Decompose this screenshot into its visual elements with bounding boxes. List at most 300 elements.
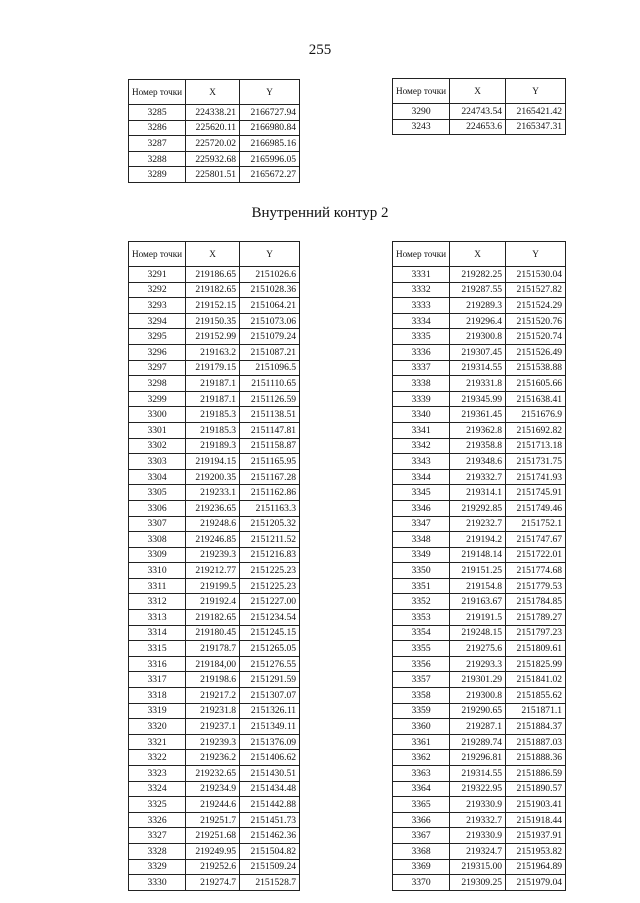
- x-coordinate-cell: 219345.99: [450, 391, 506, 407]
- y-coordinate-cell: 2151953.82: [506, 843, 566, 859]
- section-title: Внутренний контур 2: [251, 205, 389, 221]
- y-coordinate-cell: 2151918.44: [506, 812, 566, 828]
- y-coordinate-cell: 2151520.76: [506, 313, 566, 329]
- coordinates-table-1: [128, 79, 300, 183]
- table-row: [393, 563, 566, 579]
- table-row: [393, 119, 566, 135]
- x-coordinate-cell: 219152.15: [186, 298, 240, 314]
- y-coordinate-cell: 2151797.23: [506, 625, 566, 641]
- table-row: [393, 812, 566, 828]
- y-coordinate-cell: 2151326.11: [240, 703, 300, 719]
- table-row: [129, 407, 300, 423]
- coordinates-table-2: [392, 78, 566, 135]
- table-row: [393, 843, 566, 859]
- x-coordinate-cell: 219330.9: [450, 828, 506, 844]
- point-number-cell: 3296: [129, 344, 186, 360]
- y-coordinate-cell: 2151087.21: [240, 344, 300, 360]
- table-row: [129, 344, 300, 360]
- table-row: [129, 105, 300, 121]
- table-row: [129, 167, 300, 183]
- header-point-number: Номер точки: [393, 79, 450, 104]
- table-row: [129, 454, 300, 470]
- y-coordinate-cell: 2151890.57: [506, 781, 566, 797]
- point-number-cell: 3367: [393, 828, 450, 844]
- x-coordinate-cell: 219300.8: [450, 688, 506, 704]
- x-coordinate-cell: 219163.2: [186, 344, 240, 360]
- point-number-cell: 3353: [393, 610, 450, 626]
- x-coordinate-cell: 219314.55: [450, 766, 506, 782]
- point-number-cell: 3332: [393, 282, 450, 298]
- table-row: [129, 656, 300, 672]
- x-coordinate-cell: 219251.68: [186, 828, 240, 844]
- table-row: [393, 734, 566, 750]
- x-coordinate-cell: 219233.1: [186, 485, 240, 501]
- y-coordinate-cell: 2151509.24: [240, 859, 300, 875]
- point-number-cell: 3370: [393, 875, 450, 891]
- point-number-cell: 3339: [393, 391, 450, 407]
- table-row: [129, 875, 300, 891]
- x-coordinate-cell: 219244.6: [186, 797, 240, 813]
- point-number-cell: 3340: [393, 407, 450, 423]
- x-coordinate-cell: 219150.35: [186, 313, 240, 329]
- page-number: 255: [308, 42, 332, 58]
- point-number-cell: 3315: [129, 641, 186, 657]
- y-coordinate-cell: 2151234.54: [240, 610, 300, 626]
- point-number-cell: 3325: [129, 797, 186, 813]
- point-number-cell: 3341: [393, 422, 450, 438]
- x-coordinate-cell: 225932.68: [186, 151, 240, 167]
- x-coordinate-cell: 219217.2: [186, 688, 240, 704]
- x-coordinate-cell: 219251.7: [186, 812, 240, 828]
- y-coordinate-cell: 2151745.91: [506, 485, 566, 501]
- table-row: [393, 594, 566, 610]
- y-coordinate-cell: 2151211.52: [240, 532, 300, 548]
- x-coordinate-cell: 219185.3: [186, 422, 240, 438]
- table-row: [129, 688, 300, 704]
- x-coordinate-cell: 219314.55: [450, 360, 506, 376]
- y-coordinate-cell: 2165996.05: [240, 151, 300, 167]
- x-coordinate-cell: 219236.65: [186, 500, 240, 516]
- x-coordinate-cell: 219151.25: [450, 563, 506, 579]
- table-row: [129, 578, 300, 594]
- y-coordinate-cell: 2151167.28: [240, 469, 300, 485]
- table-row: [129, 298, 300, 314]
- y-coordinate-cell: 2151079.24: [240, 329, 300, 345]
- point-number-cell: 3300: [129, 407, 186, 423]
- table-row: [129, 422, 300, 438]
- y-coordinate-cell: 2151528.7: [240, 875, 300, 891]
- point-number-cell: 3328: [129, 843, 186, 859]
- x-coordinate-cell: 219309.25: [450, 875, 506, 891]
- table-row: [393, 641, 566, 657]
- table-row: [129, 828, 300, 844]
- y-coordinate-cell: 2151676.9: [506, 407, 566, 423]
- table-row: [393, 703, 566, 719]
- point-number-cell: 3295: [129, 329, 186, 345]
- x-coordinate-cell: 219199.5: [186, 578, 240, 594]
- y-coordinate-cell: 2151073.06: [240, 313, 300, 329]
- table-row: [129, 267, 300, 283]
- x-coordinate-cell: 219348.6: [450, 454, 506, 470]
- x-coordinate-cell: 224338.21: [186, 105, 240, 121]
- x-coordinate-cell: 219301.29: [450, 672, 506, 688]
- table-row: [393, 267, 566, 283]
- table-row: [393, 719, 566, 735]
- point-number-cell: 3342: [393, 438, 450, 454]
- x-coordinate-cell: 219274.7: [186, 875, 240, 891]
- y-coordinate-cell: 2166985.16: [240, 136, 300, 152]
- x-coordinate-cell: 219246.85: [186, 532, 240, 548]
- y-coordinate-cell: 2151524.29: [506, 298, 566, 314]
- point-number-cell: 3349: [393, 547, 450, 563]
- x-coordinate-cell: 219314.1: [450, 485, 506, 501]
- y-coordinate-cell: 2151722.01: [506, 547, 566, 563]
- y-coordinate-cell: 2151163.3: [240, 500, 300, 516]
- x-coordinate-cell: 219182.65: [186, 282, 240, 298]
- table-row: [129, 812, 300, 828]
- x-coordinate-cell: 219186.65: [186, 267, 240, 283]
- point-number-cell: 3299: [129, 391, 186, 407]
- y-coordinate-cell: 2151216.83: [240, 547, 300, 563]
- table-row: [393, 391, 566, 407]
- point-number-cell: 3326: [129, 812, 186, 828]
- y-coordinate-cell: 2151520.74: [506, 329, 566, 345]
- x-coordinate-cell: 219191.5: [450, 610, 506, 626]
- table-row: [129, 781, 300, 797]
- header-x: X: [450, 242, 506, 267]
- point-number-cell: 3293: [129, 298, 186, 314]
- point-number-cell: 3369: [393, 859, 450, 875]
- y-coordinate-cell: 2151526.49: [506, 344, 566, 360]
- point-number-cell: 3320: [129, 719, 186, 735]
- table-row: [393, 672, 566, 688]
- table-row: [393, 688, 566, 704]
- point-number-cell: 3302: [129, 438, 186, 454]
- y-coordinate-cell: 2151779.53: [506, 578, 566, 594]
- x-coordinate-cell: 219180.45: [186, 625, 240, 641]
- table-row: [393, 828, 566, 844]
- table-row: [393, 298, 566, 314]
- point-number-cell: 3348: [393, 532, 450, 548]
- table-row: [393, 407, 566, 423]
- x-coordinate-cell: 225801.51: [186, 167, 240, 183]
- table-row: [393, 532, 566, 548]
- point-number-cell: 3329: [129, 859, 186, 875]
- table-row: [129, 516, 300, 532]
- y-coordinate-cell: 2151752.1: [506, 516, 566, 532]
- y-coordinate-cell: 2166980.84: [240, 120, 300, 136]
- x-coordinate-cell: 219293.3: [450, 656, 506, 672]
- point-number-cell: 3360: [393, 719, 450, 735]
- point-number-cell: 3301: [129, 422, 186, 438]
- x-coordinate-cell: 219292.85: [450, 500, 506, 516]
- x-coordinate-cell: 219179.15: [186, 360, 240, 376]
- table-row: [393, 344, 566, 360]
- point-number-cell: 3292: [129, 282, 186, 298]
- x-coordinate-cell: 219332.7: [450, 812, 506, 828]
- point-number-cell: 3336: [393, 344, 450, 360]
- x-coordinate-cell: 225620.11: [186, 120, 240, 136]
- point-number-cell: 3289: [129, 167, 186, 183]
- header-point-number: Номер точки: [129, 80, 186, 105]
- table-row: [393, 766, 566, 782]
- y-coordinate-cell: 2151434.48: [240, 781, 300, 797]
- y-coordinate-cell: 2151886.59: [506, 766, 566, 782]
- point-number-cell: 3343: [393, 454, 450, 470]
- point-number-cell: 3312: [129, 594, 186, 610]
- y-coordinate-cell: 2151138.51: [240, 407, 300, 423]
- point-number-cell: 3350: [393, 563, 450, 579]
- point-number-cell: 3365: [393, 797, 450, 813]
- point-number-cell: 3303: [129, 454, 186, 470]
- y-coordinate-cell: 2151227.00: [240, 594, 300, 610]
- point-number-cell: 3338: [393, 376, 450, 392]
- x-coordinate-cell: 219330.9: [450, 797, 506, 813]
- table-row: [129, 859, 300, 875]
- x-coordinate-cell: 219296.4: [450, 313, 506, 329]
- point-number-cell: 3354: [393, 625, 450, 641]
- point-number-cell: 3347: [393, 516, 450, 532]
- point-number-cell: 3366: [393, 812, 450, 828]
- point-number-cell: 3327: [129, 828, 186, 844]
- table-row: [393, 376, 566, 392]
- y-coordinate-cell: 2151165.95: [240, 454, 300, 470]
- point-number-cell: 3313: [129, 610, 186, 626]
- point-number-cell: 3306: [129, 500, 186, 516]
- y-coordinate-cell: 2151430.51: [240, 766, 300, 782]
- y-coordinate-cell: 2151162.86: [240, 485, 300, 501]
- table-row: [129, 500, 300, 516]
- x-coordinate-cell: 219187.1: [186, 391, 240, 407]
- y-coordinate-cell: 2151871.1: [506, 703, 566, 719]
- y-coordinate-cell: 2151809.61: [506, 641, 566, 657]
- table-row: [129, 843, 300, 859]
- point-number-cell: 3344: [393, 469, 450, 485]
- point-number-cell: 3311: [129, 578, 186, 594]
- table-row: [129, 625, 300, 641]
- y-coordinate-cell: 2151741.93: [506, 469, 566, 485]
- y-coordinate-cell: 2151225.23: [240, 563, 300, 579]
- x-coordinate-cell: 219232.65: [186, 766, 240, 782]
- x-coordinate-cell: 219212.77: [186, 563, 240, 579]
- y-coordinate-cell: 2151713.18: [506, 438, 566, 454]
- x-coordinate-cell: 219252.6: [186, 859, 240, 875]
- y-coordinate-cell: 2151026.6: [240, 267, 300, 283]
- x-coordinate-cell: 219184,00: [186, 656, 240, 672]
- table-row: [393, 422, 566, 438]
- y-coordinate-cell: 2151749.46: [506, 500, 566, 516]
- point-number-cell: 3310: [129, 563, 186, 579]
- y-coordinate-cell: 2151527.82: [506, 282, 566, 298]
- x-coordinate-cell: 219322.95: [450, 781, 506, 797]
- x-coordinate-cell: 219194.2: [450, 532, 506, 548]
- point-number-cell: 3337: [393, 360, 450, 376]
- table-row: [129, 136, 300, 152]
- x-coordinate-cell: 219300.8: [450, 329, 506, 345]
- point-number-cell: 3363: [393, 766, 450, 782]
- y-coordinate-cell: 2151158.87: [240, 438, 300, 454]
- point-number-cell: 3335: [393, 329, 450, 345]
- y-coordinate-cell: 2165672.27: [240, 167, 300, 183]
- x-coordinate-cell: 219358.8: [450, 438, 506, 454]
- table-row: [393, 360, 566, 376]
- point-number-cell: 3288: [129, 151, 186, 167]
- point-number-cell: 3314: [129, 625, 186, 641]
- point-number-cell: 3319: [129, 703, 186, 719]
- point-number-cell: 3308: [129, 532, 186, 548]
- point-number-cell: 3356: [393, 656, 450, 672]
- x-coordinate-cell: 219290.65: [450, 703, 506, 719]
- inner-contour-table-left: [128, 241, 300, 891]
- table-row: [393, 750, 566, 766]
- y-coordinate-cell: 2151747.67: [506, 532, 566, 548]
- point-number-cell: 3285: [129, 105, 186, 121]
- point-number-cell: 3304: [129, 469, 186, 485]
- table-row: [129, 120, 300, 136]
- y-coordinate-cell: 2151147.81: [240, 422, 300, 438]
- table-row: [129, 672, 300, 688]
- y-coordinate-cell: 2151887.03: [506, 734, 566, 750]
- table-row: [129, 485, 300, 501]
- x-coordinate-cell: 219194.15: [186, 454, 240, 470]
- x-coordinate-cell: 224653.6: [450, 119, 506, 135]
- y-coordinate-cell: 2151406.62: [240, 750, 300, 766]
- x-coordinate-cell: 219189.3: [186, 438, 240, 454]
- table-row: [393, 485, 566, 501]
- table-row: [393, 656, 566, 672]
- x-coordinate-cell: 219289.3: [450, 298, 506, 314]
- point-number-cell: 3351: [393, 578, 450, 594]
- x-coordinate-cell: 219237.1: [186, 719, 240, 735]
- y-coordinate-cell: 2151530.04: [506, 267, 566, 283]
- y-coordinate-cell: 2151225.23: [240, 578, 300, 594]
- header-y: Y: [506, 242, 566, 267]
- x-coordinate-cell: 219234.9: [186, 781, 240, 797]
- point-number-cell: 3307: [129, 516, 186, 532]
- x-coordinate-cell: 219239.3: [186, 734, 240, 750]
- table-row: [393, 282, 566, 298]
- point-number-cell: 3323: [129, 766, 186, 782]
- y-coordinate-cell: 2151110.65: [240, 376, 300, 392]
- y-coordinate-cell: 2166727.94: [240, 105, 300, 121]
- table-row: [129, 563, 300, 579]
- point-number-cell: 3364: [393, 781, 450, 797]
- table-row: [393, 329, 566, 345]
- table-row: [129, 734, 300, 750]
- point-number-cell: 3362: [393, 750, 450, 766]
- y-coordinate-cell: 2151841.02: [506, 672, 566, 688]
- table-row: [129, 641, 300, 657]
- y-coordinate-cell: 2151265.05: [240, 641, 300, 657]
- table-row: [393, 547, 566, 563]
- table-row: [129, 547, 300, 563]
- header-x: X: [186, 80, 240, 105]
- y-coordinate-cell: 2165347.31: [506, 119, 566, 135]
- table-row: [393, 469, 566, 485]
- y-coordinate-cell: 2151291.59: [240, 672, 300, 688]
- y-coordinate-cell: 2151784.85: [506, 594, 566, 610]
- point-number-cell: 3331: [393, 267, 450, 283]
- table-row: [129, 313, 300, 329]
- point-number-cell: 3291: [129, 267, 186, 283]
- table-row: [129, 360, 300, 376]
- table-row: [129, 766, 300, 782]
- header-x: X: [186, 242, 240, 267]
- point-number-cell: 3345: [393, 485, 450, 501]
- table-row: [393, 438, 566, 454]
- point-number-cell: 3361: [393, 734, 450, 750]
- x-coordinate-cell: 219289.74: [450, 734, 506, 750]
- table-row: [129, 391, 300, 407]
- point-number-cell: 3286: [129, 120, 186, 136]
- table-row: [129, 594, 300, 610]
- table-row: [129, 703, 300, 719]
- x-coordinate-cell: 219287.1: [450, 719, 506, 735]
- table-row: [393, 104, 566, 120]
- point-number-cell: 3352: [393, 594, 450, 610]
- x-coordinate-cell: 219236.2: [186, 750, 240, 766]
- y-coordinate-cell: 2151731.75: [506, 454, 566, 470]
- point-number-cell: 3333: [393, 298, 450, 314]
- point-number-cell: 3324: [129, 781, 186, 797]
- point-number-cell: 3359: [393, 703, 450, 719]
- y-coordinate-cell: 2151903.41: [506, 797, 566, 813]
- table-row: [129, 797, 300, 813]
- x-coordinate-cell: 219275.6: [450, 641, 506, 657]
- y-coordinate-cell: 2151884.37: [506, 719, 566, 735]
- x-coordinate-cell: 219361.45: [450, 407, 506, 423]
- point-number-cell: 3294: [129, 313, 186, 329]
- y-coordinate-cell: 2151964.89: [506, 859, 566, 875]
- table-row: [393, 516, 566, 532]
- table-row: [129, 329, 300, 345]
- x-coordinate-cell: 219187.1: [186, 376, 240, 392]
- y-coordinate-cell: 2151692.82: [506, 422, 566, 438]
- y-coordinate-cell: 2151538.88: [506, 360, 566, 376]
- x-coordinate-cell: 219331.8: [450, 376, 506, 392]
- y-coordinate-cell: 2151245.15: [240, 625, 300, 641]
- y-coordinate-cell: 2151442.88: [240, 797, 300, 813]
- x-coordinate-cell: 219248.6: [186, 516, 240, 532]
- table-row: [393, 625, 566, 641]
- x-coordinate-cell: 219332.7: [450, 469, 506, 485]
- y-coordinate-cell: 2151605.66: [506, 376, 566, 392]
- point-number-cell: 3287: [129, 136, 186, 152]
- x-coordinate-cell: 219163.67: [450, 594, 506, 610]
- table-row: [393, 313, 566, 329]
- x-coordinate-cell: 219296.81: [450, 750, 506, 766]
- x-coordinate-cell: 219152.99: [186, 329, 240, 345]
- y-coordinate-cell: 2151937.91: [506, 828, 566, 844]
- y-coordinate-cell: 2151276.55: [240, 656, 300, 672]
- point-number-cell: 3309: [129, 547, 186, 563]
- x-coordinate-cell: 224743.54: [450, 104, 506, 120]
- x-coordinate-cell: 219248.15: [450, 625, 506, 641]
- table-row: [129, 719, 300, 735]
- x-coordinate-cell: 219154.8: [450, 578, 506, 594]
- y-coordinate-cell: 2151205.32: [240, 516, 300, 532]
- y-coordinate-cell: 2151638.41: [506, 391, 566, 407]
- table-row: [393, 578, 566, 594]
- point-number-cell: 3243: [393, 119, 450, 135]
- header-point-number: Номер точки: [129, 242, 186, 267]
- y-coordinate-cell: 2151376.09: [240, 734, 300, 750]
- x-coordinate-cell: 219185.3: [186, 407, 240, 423]
- table-row: [129, 438, 300, 454]
- y-coordinate-cell: 2151462.36: [240, 828, 300, 844]
- point-number-cell: 3322: [129, 750, 186, 766]
- y-coordinate-cell: 2151064.21: [240, 298, 300, 314]
